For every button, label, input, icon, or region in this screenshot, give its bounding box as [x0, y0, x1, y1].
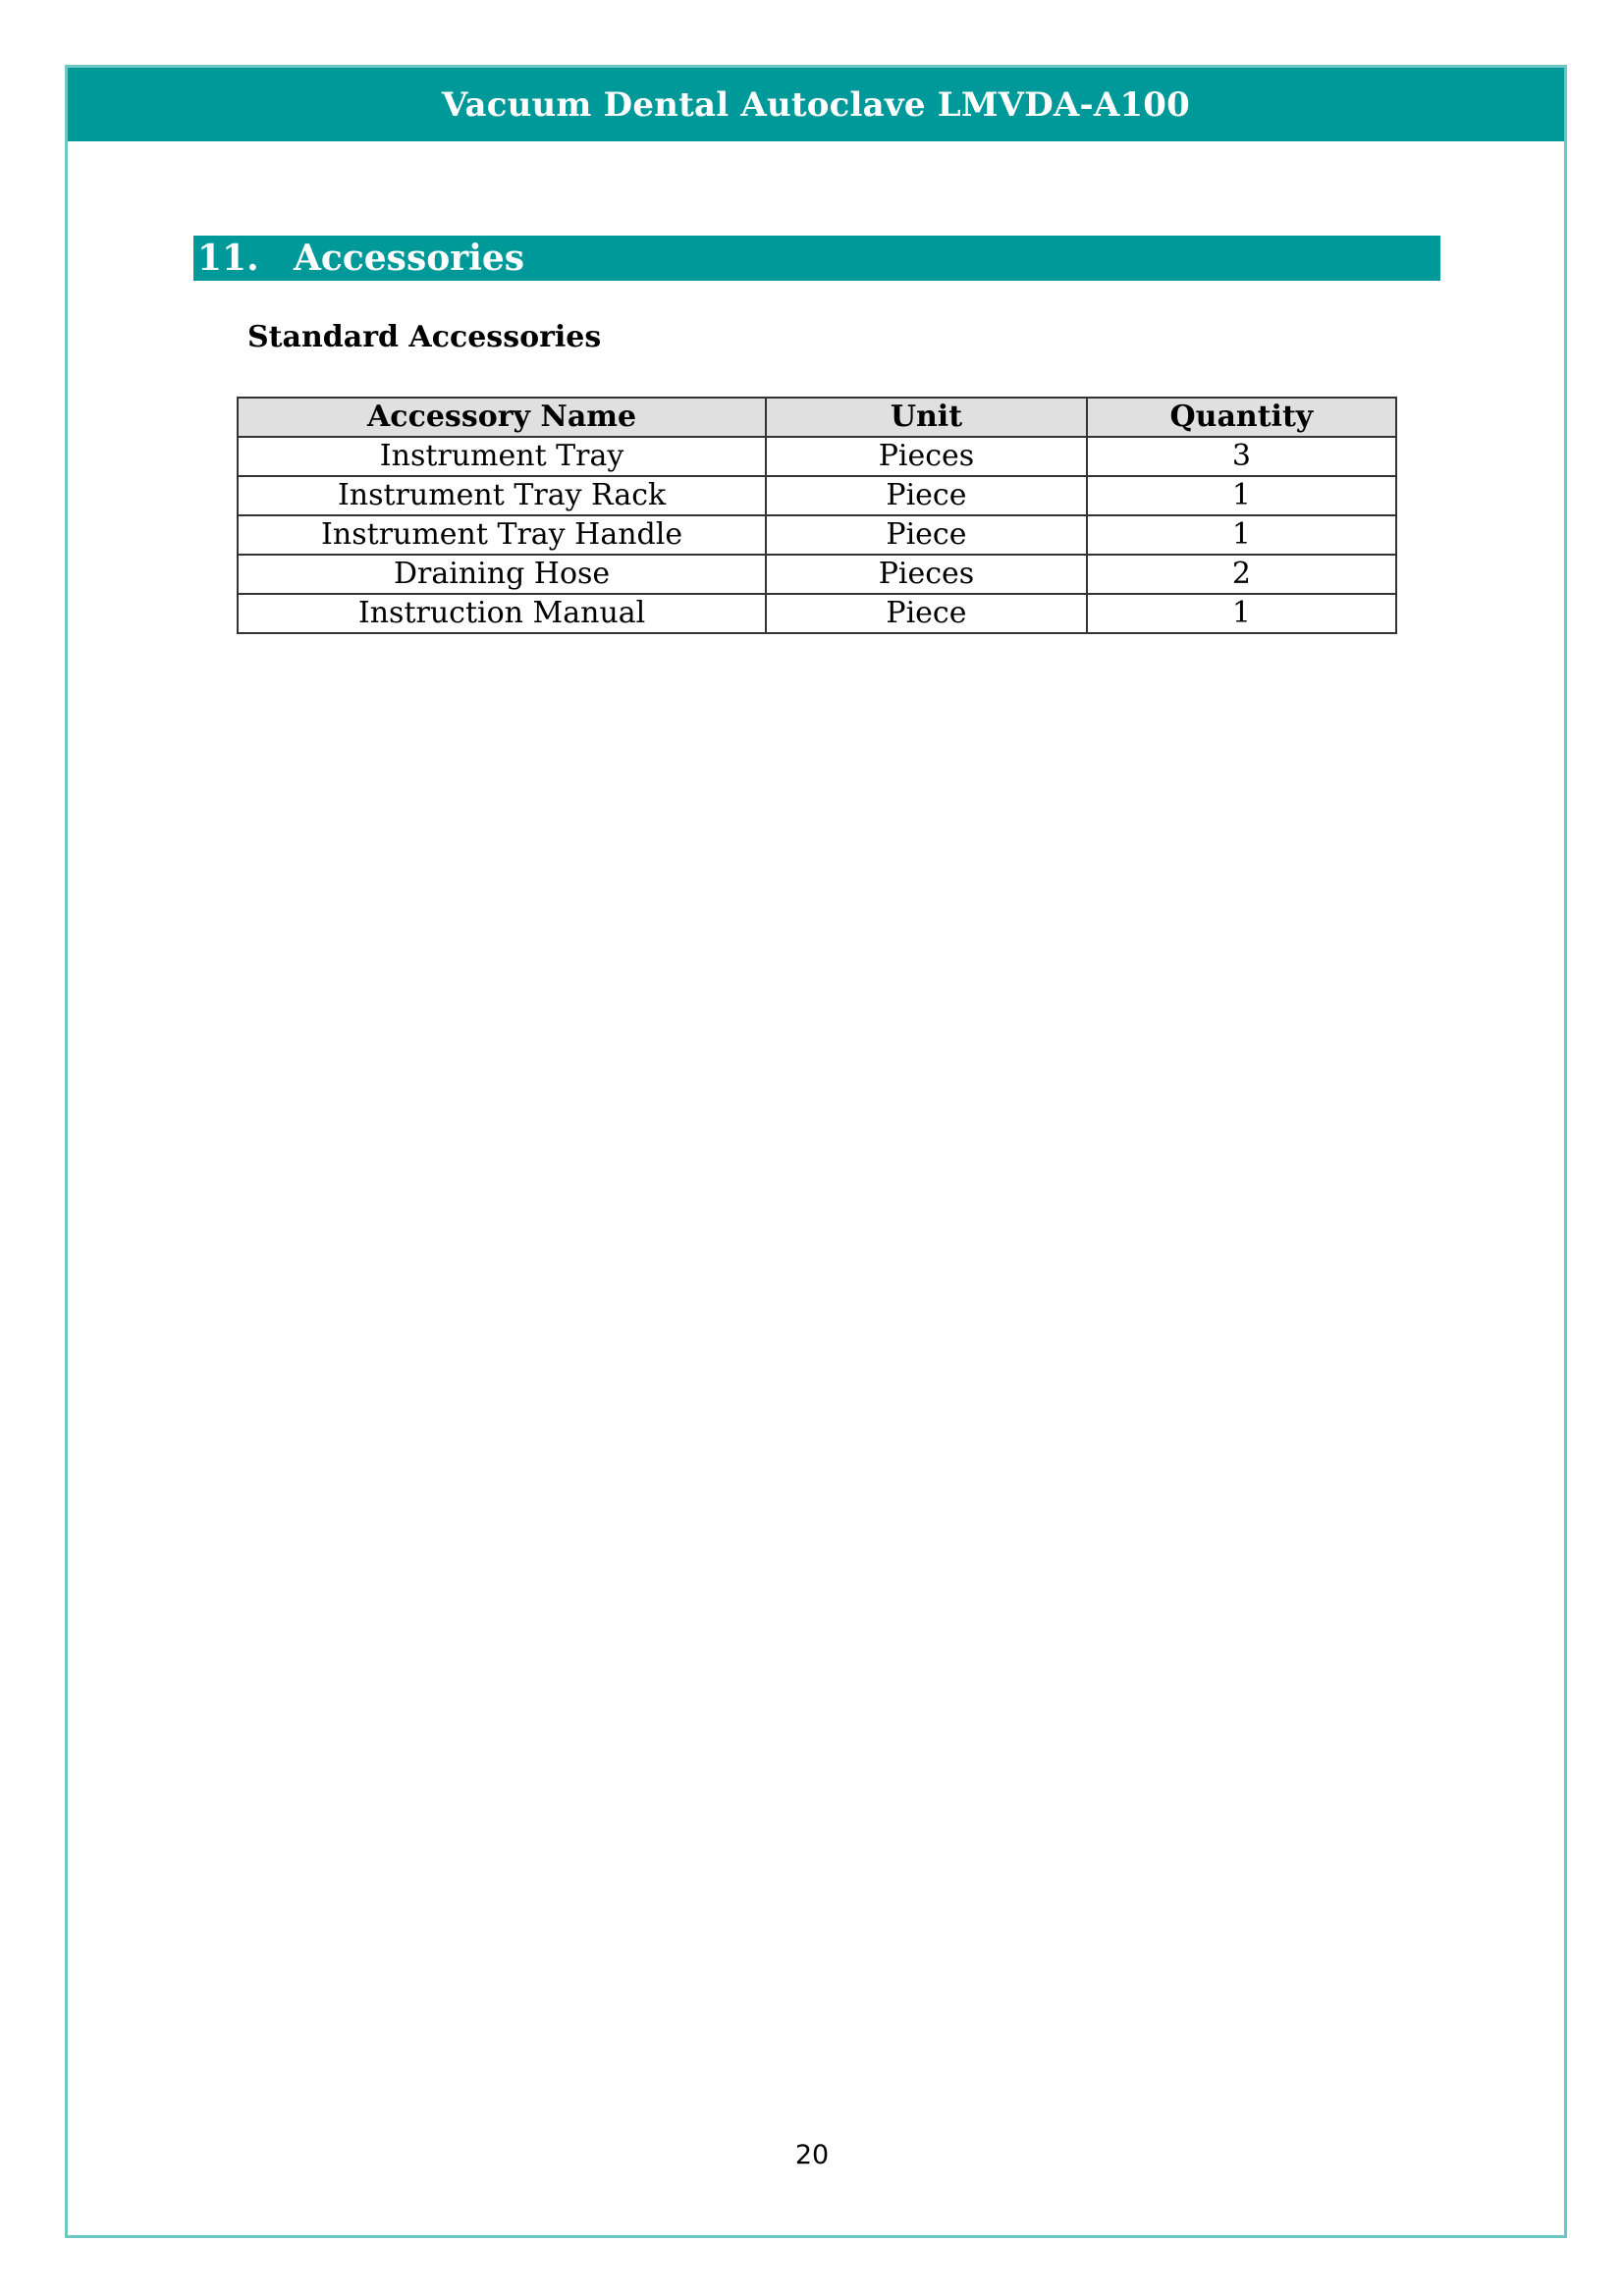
table-header-row [238, 398, 1396, 437]
section-heading [193, 236, 1440, 281]
quantity-cell: 1 [1087, 515, 1396, 555]
document-header [68, 68, 1564, 141]
table-row [238, 594, 1396, 633]
page-frame [65, 65, 1567, 2238]
table-row [238, 555, 1396, 594]
section-title: Accessories [294, 238, 525, 279]
accessory-name-cell: Instrument Tray [238, 437, 766, 476]
column-header-quantity: Quantity [1087, 398, 1396, 437]
accessories-table [237, 397, 1397, 634]
subheading: Standard Accessories [247, 320, 602, 354]
accessory-name-cell: Instrument Tray Handle [238, 515, 766, 555]
table-row [238, 437, 1396, 476]
accessory-name-cell: Instruction Manual [238, 594, 766, 633]
column-header-unit: Unit [766, 398, 1087, 437]
unit-cell: Piece [766, 515, 1087, 555]
unit-cell: Piece [766, 594, 1087, 633]
unit-cell: Piece [766, 476, 1087, 515]
unit-cell: Pieces [766, 555, 1087, 594]
section-number: 11. [197, 238, 259, 279]
quantity-cell: 1 [1087, 594, 1396, 633]
document-title: Vacuum Dental Autoclave LMVDA-A100 [442, 84, 1190, 125]
table-row [238, 515, 1396, 555]
table-row [238, 476, 1396, 515]
quantity-cell: 2 [1087, 555, 1396, 594]
quantity-cell: 1 [1087, 476, 1396, 515]
unit-cell: Pieces [766, 437, 1087, 476]
accessory-name-cell: Draining Hose [238, 555, 766, 594]
accessory-name-cell: Instrument Tray Rack [238, 476, 766, 515]
column-header-accessory-name: Accessory Name [238, 398, 766, 437]
quantity-cell: 3 [1087, 437, 1396, 476]
page-number: 20 [794, 2140, 830, 2170]
